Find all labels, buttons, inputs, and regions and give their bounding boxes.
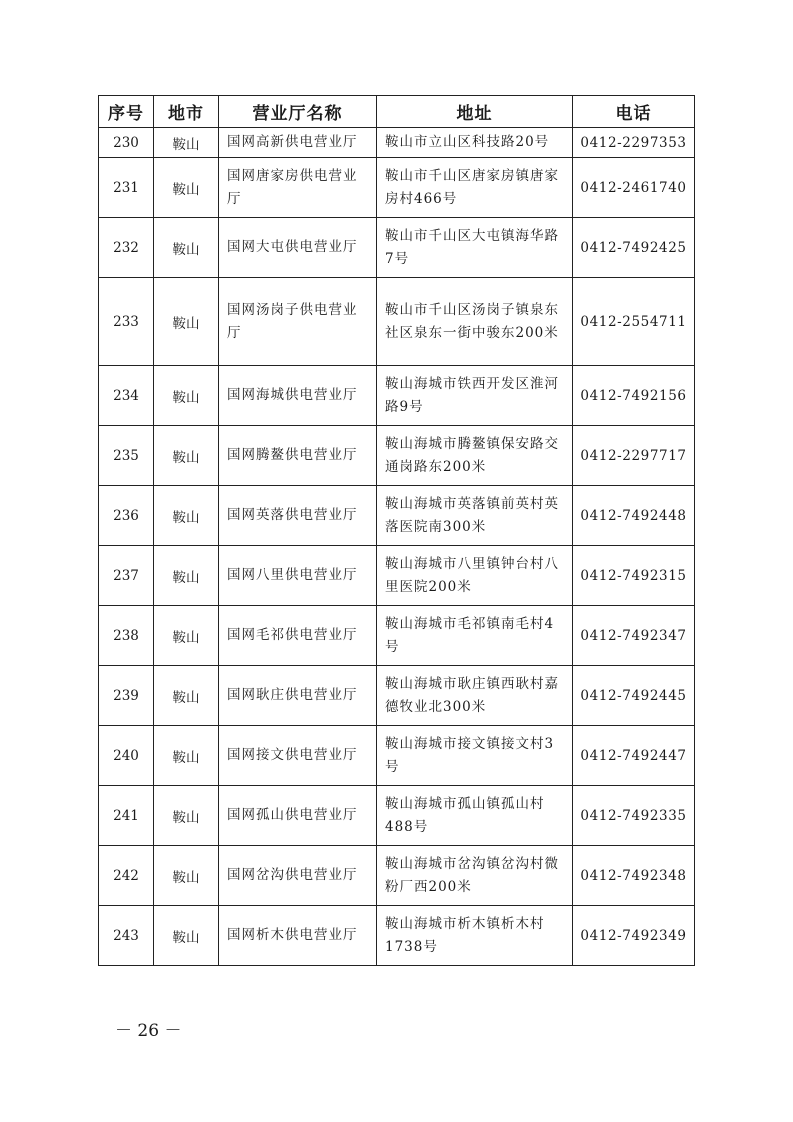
page-number: － 26 － xyxy=(115,1021,182,1041)
cell-address: 鞍山海城市毛祁镇南毛村4号 xyxy=(377,606,573,666)
cell-hall-name: 国网耿庄供电营业厅 xyxy=(219,666,377,726)
table-row xyxy=(99,366,695,426)
cell-phone: 0412-2554711 xyxy=(573,278,695,366)
cell-no: 239 xyxy=(99,666,154,726)
cell-hall-name: 国网毛祁供电营业厅 xyxy=(219,606,377,666)
cell-address: 鞍山海城市腾鳌镇保安路交通岗路东200米 xyxy=(377,426,573,486)
table-row xyxy=(99,546,695,606)
table-row xyxy=(99,278,695,366)
cell-no: 232 xyxy=(99,218,154,278)
cell-phone: 0412-7492348 xyxy=(573,846,695,906)
cell-no: 241 xyxy=(99,786,154,846)
cell-phone: 0412-7492335 xyxy=(573,786,695,846)
cell-hall-name: 国网海城供电营业厅 xyxy=(219,366,377,426)
table-row xyxy=(99,846,695,906)
table-row xyxy=(99,906,695,966)
table-row xyxy=(99,786,695,846)
cell-phone: 0412-7492349 xyxy=(573,906,695,966)
cell-phone: 0412-7492447 xyxy=(573,726,695,786)
table-row xyxy=(99,486,695,546)
cell-city: 鞍山 xyxy=(154,546,219,606)
cell-no: 236 xyxy=(99,486,154,546)
cell-no: 235 xyxy=(99,426,154,486)
header-no: 序号 xyxy=(99,96,154,128)
cell-address: 鞍山市千山区大屯镇海华路7号 xyxy=(377,218,573,278)
cell-phone: 0412-2461740 xyxy=(573,158,695,218)
cell-address: 鞍山海城市耿庄镇西耿村嘉德牧业北300米 xyxy=(377,666,573,726)
cell-city: 鞍山 xyxy=(154,426,219,486)
cell-city: 鞍山 xyxy=(154,128,219,158)
cell-phone: 0412-2297353 xyxy=(573,128,695,158)
cell-city: 鞍山 xyxy=(154,906,219,966)
table-row xyxy=(99,606,695,666)
cell-phone: 0412-7492448 xyxy=(573,486,695,546)
table-body xyxy=(99,128,695,966)
cell-address: 鞍山市千山区唐家房镇唐家房村466号 xyxy=(377,158,573,218)
cell-city: 鞍山 xyxy=(154,366,219,426)
cell-no: 238 xyxy=(99,606,154,666)
cell-phone: 0412-7492156 xyxy=(573,366,695,426)
cell-phone: 0412-2297717 xyxy=(573,426,695,486)
cell-city: 鞍山 xyxy=(154,726,219,786)
cell-hall-name: 国网腾鳌供电营业厅 xyxy=(219,426,377,486)
cell-address: 鞍山海城市英落镇前英村英落医院南300米 xyxy=(377,486,573,546)
cell-phone: 0412-7492347 xyxy=(573,606,695,666)
cell-city: 鞍山 xyxy=(154,218,219,278)
table-row xyxy=(99,666,695,726)
cell-no: 240 xyxy=(99,726,154,786)
cell-address: 鞍山海城市岔沟镇岔沟村微粉厂西200米 xyxy=(377,846,573,906)
cell-city: 鞍山 xyxy=(154,786,219,846)
service-hall-table xyxy=(98,95,695,966)
cell-hall-name: 国网英落供电营业厅 xyxy=(219,486,377,546)
cell-city: 鞍山 xyxy=(154,666,219,726)
cell-city: 鞍山 xyxy=(154,278,219,366)
cell-phone: 0412-7492425 xyxy=(573,218,695,278)
header-hall-name: 营业厅名称 xyxy=(219,96,377,128)
cell-phone: 0412-7492445 xyxy=(573,666,695,726)
table-row xyxy=(99,128,695,158)
header-city: 地市 xyxy=(154,96,219,128)
cell-city: 鞍山 xyxy=(154,486,219,546)
cell-no: 243 xyxy=(99,906,154,966)
cell-hall-name: 国网八里供电营业厅 xyxy=(219,546,377,606)
cell-hall-name: 国网汤岗子供电营业厅 xyxy=(219,278,377,366)
cell-hall-name: 国网接文供电营业厅 xyxy=(219,726,377,786)
cell-address: 鞍山市立山区科技路20号 xyxy=(377,128,573,158)
cell-no: 231 xyxy=(99,158,154,218)
cell-hall-name: 国网唐家房供电营业厅 xyxy=(219,158,377,218)
cell-no: 237 xyxy=(99,546,154,606)
cell-address: 鞍山海城市接文镇接文村3号 xyxy=(377,726,573,786)
cell-city: 鞍山 xyxy=(154,158,219,218)
cell-hall-name: 国网岔沟供电营业厅 xyxy=(219,846,377,906)
cell-address: 鞍山市千山区汤岗子镇泉东社区泉东一街中骏东200米 xyxy=(377,278,573,366)
table-header-row xyxy=(99,96,695,128)
cell-city: 鞍山 xyxy=(154,846,219,906)
cell-hall-name: 国网析木供电营业厅 xyxy=(219,906,377,966)
cell-address: 鞍山海城市八里镇钟台村八里医院200米 xyxy=(377,546,573,606)
cell-hall-name: 国网孤山供电营业厅 xyxy=(219,786,377,846)
cell-no: 234 xyxy=(99,366,154,426)
cell-hall-name: 国网高新供电营业厅 xyxy=(219,128,377,158)
table-row xyxy=(99,726,695,786)
cell-hall-name: 国网大屯供电营业厅 xyxy=(219,218,377,278)
cell-address: 鞍山海城市铁西开发区淮河路9号 xyxy=(377,366,573,426)
header-phone: 电话 xyxy=(573,96,695,128)
table-row xyxy=(99,426,695,486)
cell-phone: 0412-7492315 xyxy=(573,546,695,606)
table-row xyxy=(99,218,695,278)
cell-no: 242 xyxy=(99,846,154,906)
header-address: 地址 xyxy=(377,96,573,128)
table-row xyxy=(99,158,695,218)
cell-address: 鞍山海城市孤山镇孤山村488号 xyxy=(377,786,573,846)
cell-address: 鞍山海城市析木镇析木村1738号 xyxy=(377,906,573,966)
cell-no: 233 xyxy=(99,278,154,366)
cell-no: 230 xyxy=(99,128,154,158)
cell-city: 鞍山 xyxy=(154,606,219,666)
